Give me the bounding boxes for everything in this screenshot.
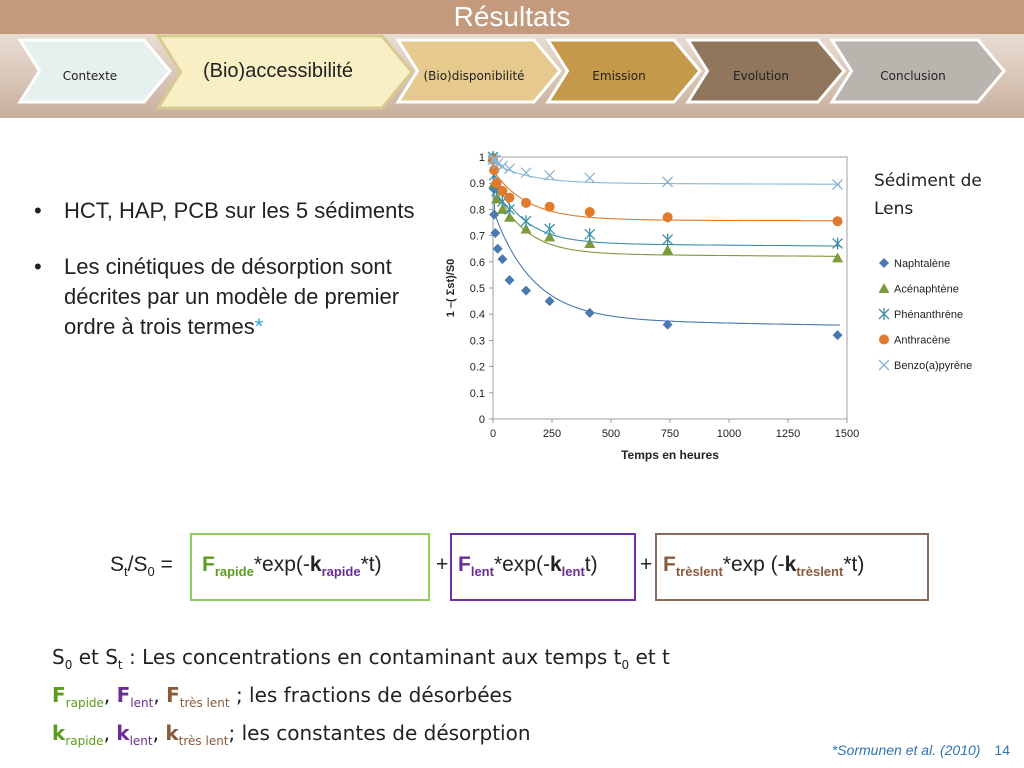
x-tick-label: 1250: [775, 428, 801, 440]
legend-label: Naphtalène: [894, 258, 951, 270]
x-tick-label: 0: [489, 428, 497, 440]
slide-title: Résultats: [453, 1, 571, 32]
y-tick-label: 0.2: [469, 361, 485, 374]
desorption-chart: [440, 140, 1000, 480]
bullet-dot: •: [34, 198, 42, 223]
tab-evolution[interactable]: Evolution: [733, 69, 789, 83]
slide-footer: [832, 742, 1010, 758]
legend-marker: [879, 335, 889, 345]
y-tick-label: 0: [478, 414, 485, 426]
bullet-item: [30, 196, 430, 226]
data-point: [833, 216, 843, 226]
y-tick-label: 0.1: [469, 387, 485, 400]
fit-curve-3: [493, 157, 840, 221]
tab-conclusion[interactable]: Conclusion: [880, 69, 946, 83]
chart-title: Sédiment de Lens: [874, 171, 982, 219]
plus-sign: +: [436, 553, 449, 576]
data-point: [585, 308, 595, 318]
bullet-dot: •: [34, 254, 42, 279]
legend-marker: [879, 360, 889, 370]
y-tick-label: 0.7: [469, 230, 485, 243]
data-point: [545, 296, 555, 306]
y-tick-label: 0.6: [469, 256, 485, 269]
tab-emission[interactable]: Emission: [592, 69, 646, 83]
data-point: [663, 234, 673, 246]
data-point: [585, 228, 595, 240]
very-slow-term: $F_{trèslent}*\exp$ $(-k_{trèslent}*t)$: [663, 553, 865, 579]
data-point: [489, 210, 499, 220]
data-point: [521, 286, 531, 296]
data-point: [545, 223, 555, 235]
tab-biodisponibilite[interactable]: (Bio)disponibilité: [423, 69, 525, 83]
x-tick-label: 1500: [834, 428, 860, 440]
data-point: [493, 244, 503, 254]
definitions: [52, 642, 670, 756]
page-number: 14: [994, 742, 1010, 758]
legend-marker: [879, 308, 889, 320]
tab-contexte[interactable]: Contexte: [62, 69, 118, 83]
y-tick-label: 0.5: [469, 283, 485, 295]
legend-label: Anthracène: [894, 334, 951, 347]
bullet-item: [30, 252, 430, 342]
data-point: [521, 198, 531, 208]
bullet-text: Les cinétiques de désorption sont décrites par un modèle de premier ordre à trois termes: [64, 254, 400, 339]
y-tick-label: 0.9: [469, 178, 485, 191]
x-tick-label: 250: [542, 428, 562, 440]
data-point: [663, 212, 673, 222]
tab-bioaccessibilite[interactable]: (Bio)accessibilité: [202, 60, 354, 82]
data-point: [545, 170, 555, 180]
plot-area: [493, 157, 847, 419]
bullet-text: HCT, HAP, PCB sur les 5 sédiments: [64, 198, 415, 223]
citation: *Sormunen et al. (2010): [831, 742, 981, 758]
plus-sign: +: [640, 553, 653, 576]
legend-label: Phénanthrène: [894, 309, 964, 321]
formula-lhs: $S_t/S_0$ =: [110, 553, 173, 579]
bullet-list: [30, 196, 430, 368]
x-tick-label: 750: [660, 428, 680, 440]
data-point: [585, 173, 595, 183]
legend-label: Acénaphtène: [894, 283, 959, 296]
y-tick-label: 0.3: [469, 335, 485, 348]
data-point: [833, 330, 843, 340]
y-tick-label: 1: [478, 152, 485, 164]
footnote-marker: *: [254, 314, 264, 339]
data-point: [497, 254, 507, 264]
y-tick-label: 0.8: [469, 204, 485, 217]
data-point: [545, 202, 555, 212]
kinetic-model-formula: [110, 533, 990, 603]
data-point: [490, 228, 500, 238]
x-tick-label: 1000: [716, 428, 742, 440]
y-axis-label: 1 –( Σst)/S0: [445, 258, 457, 318]
x-tick-label: 500: [601, 428, 621, 440]
data-point: [505, 193, 515, 203]
legend-marker: [879, 258, 889, 268]
y-tick-label: 0.4: [469, 309, 485, 322]
definition-concentrations: $S_0$ et $S_t$ : Les concentrations en contaminant aux temps $t_0$ et t: [52, 645, 670, 672]
definition-constants: $k_{rapide}$, $k_{lent}$, $k_{très lent}$; les constantes de désorption: [52, 721, 531, 748]
x-axis-label: Temps en heures: [621, 448, 719, 462]
legend-marker: [879, 283, 890, 293]
slow-term: $F_{lent}*\exp(-k_{lent}t)$: [458, 553, 598, 579]
fast-term: $F_{rapide}*\exp(-k_{rapide}*t)$: [202, 553, 382, 579]
legend-label: Benzo(a)pyrène: [894, 360, 973, 372]
data-point: [663, 177, 673, 187]
data-point: [505, 275, 515, 285]
definition-fractions: $F_{rapide}$, $F_{lent}$, $F_{très lent}$ ; les fractions de désorbées: [52, 683, 513, 710]
data-point: [585, 207, 595, 217]
data-point: [832, 252, 843, 262]
data-point: [662, 245, 673, 255]
data-point: [521, 215, 531, 227]
data-point: [521, 168, 531, 178]
data-point: [833, 237, 843, 249]
